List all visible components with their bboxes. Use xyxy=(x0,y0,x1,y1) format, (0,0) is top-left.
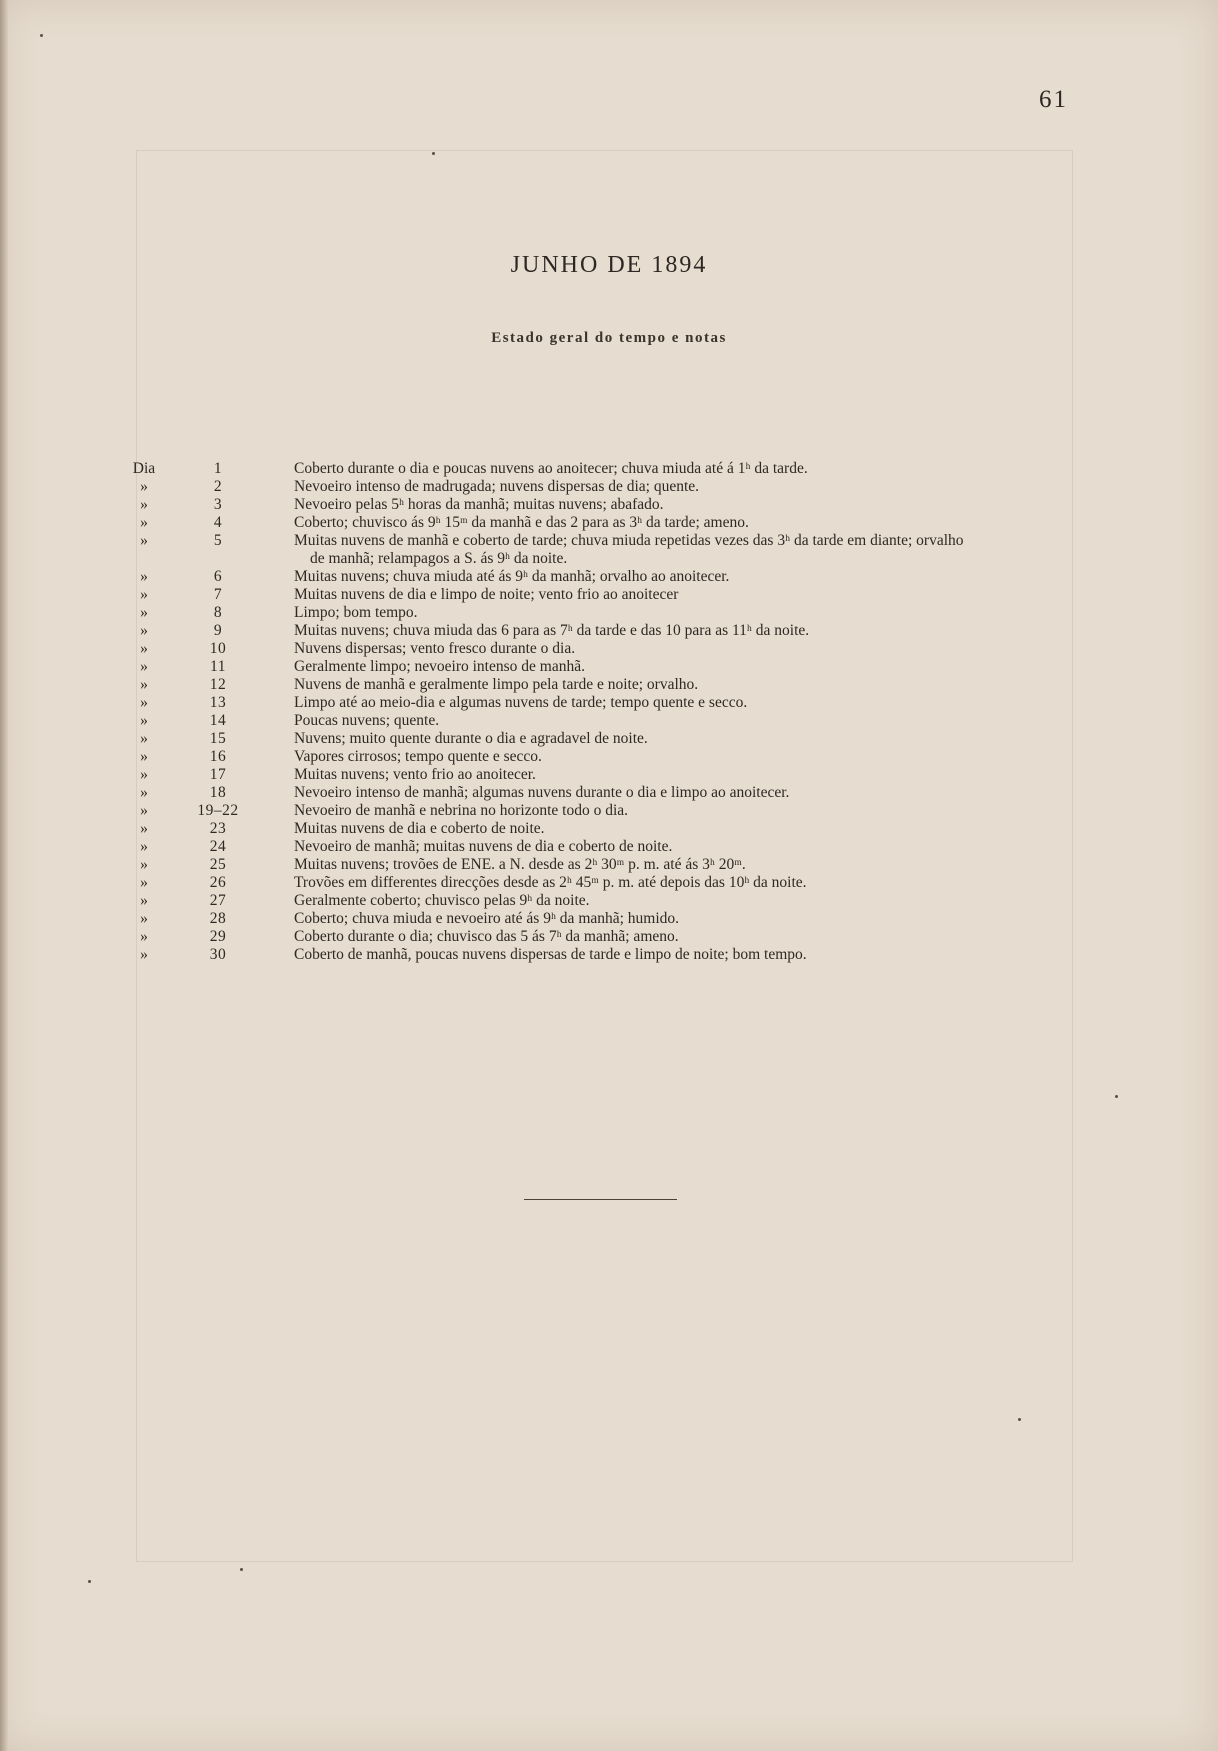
record-label: » xyxy=(140,892,148,909)
record-day: 16 xyxy=(209,748,227,765)
record-row xyxy=(120,676,1080,694)
record-note xyxy=(268,676,1080,694)
record-note xyxy=(268,928,1080,946)
record-label: » xyxy=(140,856,148,873)
record-note-text: Muitas nuvens; chuva miuda até ás 9ʰ da manhã; orvalho ao anoitecer. xyxy=(294,568,730,585)
record-row xyxy=(120,532,1080,568)
record-day: 25 xyxy=(209,856,227,873)
record-label: » xyxy=(140,640,148,657)
record-note-text: Coberto; chuvisco ás 9ʰ 15ᵐ da manhã e das 2 para as 3ʰ da tarde; ameno. xyxy=(294,514,749,531)
record-note-text: Coberto durante o dia; chuvisco das 5 ás 7ʰ da manhã; ameno. xyxy=(294,928,679,945)
record-label: » xyxy=(140,766,148,783)
paper-speck xyxy=(240,1568,243,1571)
record-note xyxy=(268,892,1080,910)
record-day: 6 xyxy=(213,568,223,585)
record-note xyxy=(268,586,1080,604)
record-note xyxy=(268,748,1080,766)
record-note xyxy=(268,568,1080,586)
record-day: 28 xyxy=(209,910,227,927)
record-label: » xyxy=(140,658,148,675)
record-note xyxy=(268,532,1080,568)
record-day: 24 xyxy=(209,838,227,855)
record-note xyxy=(268,622,1080,640)
record-note xyxy=(268,910,1080,928)
record-note-text: Nevoeiro intenso de manhã; algumas nuvens durante o dia e limpo ao anoitecer. xyxy=(294,784,790,801)
page-number: 61 xyxy=(1039,86,1068,113)
record-note xyxy=(268,640,1080,658)
record-label: » xyxy=(140,478,148,495)
record-note-text: Geralmente coberto; chuvisco pelas 9ʰ da noite. xyxy=(294,892,590,909)
record-note-text: Nevoeiro intenso de madrugada; nuvens dispersas de dia; quente. xyxy=(294,478,700,495)
record-note xyxy=(268,820,1080,838)
record-row xyxy=(120,604,1080,622)
record-note-text: Vapores cirrosos; tempo quente e secco. xyxy=(294,748,542,765)
record-day: 3 xyxy=(213,496,223,513)
record-note xyxy=(268,478,1080,496)
paper-speck xyxy=(88,1580,91,1583)
record-row xyxy=(120,640,1080,658)
record-row xyxy=(120,856,1080,874)
record-note-text: Muitas nuvens de dia e coberto de noite. xyxy=(294,820,545,837)
record-row xyxy=(120,586,1080,604)
record-day: 14 xyxy=(209,712,227,729)
record-note-text: Muitas nuvens; vento frio ao anoitecer. xyxy=(294,766,536,783)
record-note xyxy=(268,514,1080,532)
record-note-text: Nevoeiro de manhã e nebrina no horizonte todo o dia. xyxy=(294,802,628,819)
record-label: » xyxy=(140,838,148,855)
record-row xyxy=(120,784,1080,802)
record-note-text: Geralmente limpo; nevoeiro intenso de manhã. xyxy=(294,658,585,675)
record-row xyxy=(120,712,1080,730)
record-row xyxy=(120,478,1080,496)
record-row xyxy=(120,946,1080,964)
record-label: » xyxy=(140,622,148,639)
record-note-text: Coberto durante o dia e poucas nuvens ao anoitecer; chuva miuda até á 1ʰ da tarde. xyxy=(294,460,808,477)
record-note xyxy=(268,712,1080,730)
record-note-text: Nevoeiro de manhã; muitas nuvens de dia e coberto de noite. xyxy=(294,838,673,855)
record-note-text: Trovões em differentes direcções desde as 2ʰ 45ᵐ p. m. até depois das 10ʰ da noite. xyxy=(294,874,807,891)
record-label: » xyxy=(140,874,148,891)
record-note-text: Limpo; bom tempo. xyxy=(294,604,418,621)
record-day: 5 xyxy=(213,532,223,549)
record-note-text: Nuvens dispersas; vento fresco durante o dia. xyxy=(294,640,576,657)
record-note-text: Limpo até ao meio-dia e algumas nuvens de tarde; tempo quente e secco. xyxy=(294,694,748,711)
record-day: 26 xyxy=(209,874,227,891)
record-label: » xyxy=(140,928,148,945)
record-day: 8 xyxy=(213,604,223,621)
record-note xyxy=(268,496,1080,514)
record-row xyxy=(120,694,1080,712)
paper-speck xyxy=(1018,1418,1021,1421)
record-day: 11 xyxy=(210,658,226,675)
record-day: 9 xyxy=(213,622,223,639)
record-note xyxy=(268,838,1080,856)
record-note-text: Coberto; chuva miuda e nevoeiro até ás 9ʰ da manhã; humido. xyxy=(294,910,680,927)
record-day: 4 xyxy=(213,514,223,531)
record-day: 13 xyxy=(209,694,227,711)
record-label: » xyxy=(140,910,148,927)
record-label: » xyxy=(140,568,148,585)
record-note xyxy=(268,946,1080,964)
record-row xyxy=(120,514,1080,532)
record-day: 23 xyxy=(209,820,227,837)
closing-rule xyxy=(524,1199,677,1200)
record-row xyxy=(120,658,1080,676)
record-row xyxy=(120,838,1080,856)
record-note xyxy=(268,604,1080,622)
record-label: » xyxy=(140,802,148,819)
section-subtitle: Estado geral do tempo e notas xyxy=(491,330,727,346)
record-row xyxy=(120,568,1080,586)
record-label: Dia xyxy=(132,460,156,477)
record-label: » xyxy=(140,784,148,801)
record-row xyxy=(120,820,1080,838)
record-label: » xyxy=(140,496,148,513)
record-day: 27 xyxy=(209,892,227,909)
record-note xyxy=(268,730,1080,748)
record-day: 17 xyxy=(209,766,227,783)
record-label: » xyxy=(140,604,148,621)
record-row xyxy=(120,460,1080,478)
record-note-text: Muitas nuvens de manhã e coberto de tarde; chuva miuda repetidas vezes das 3ʰ da tarde em diante; orvalho xyxy=(294,532,964,549)
record-row xyxy=(120,874,1080,892)
record-row xyxy=(120,622,1080,640)
paper-speck xyxy=(1115,1095,1118,1098)
record-day: 30 xyxy=(209,946,227,963)
record-day: 15 xyxy=(209,730,227,747)
record-note-text: Poucas nuvens; quente. xyxy=(294,712,440,729)
page-title: JUNHO DE 1894 xyxy=(510,252,708,278)
record-note xyxy=(268,658,1080,676)
record-row xyxy=(120,766,1080,784)
record-day: 19–22 xyxy=(197,802,239,819)
record-label: » xyxy=(140,586,148,603)
record-day: 1 xyxy=(213,460,223,477)
record-note-text: Nuvens; muito quente durante o dia e agradavel de noite. xyxy=(294,730,648,747)
record-note xyxy=(268,874,1080,892)
record-row xyxy=(120,496,1080,514)
record-row xyxy=(120,928,1080,946)
record-label: » xyxy=(140,676,148,693)
record-note xyxy=(268,460,1080,478)
record-day: 7 xyxy=(213,586,223,603)
record-row xyxy=(120,730,1080,748)
record-label: » xyxy=(140,730,148,747)
record-note xyxy=(268,856,1080,874)
record-note-text: Nevoeiro pelas 5ʰ horas da manhã; muitas nuvens; abafado. xyxy=(294,496,664,513)
record-note xyxy=(268,766,1080,784)
record-note xyxy=(268,694,1080,712)
record-day: 10 xyxy=(209,640,227,657)
record-row xyxy=(120,748,1080,766)
record-day: 12 xyxy=(209,676,227,693)
record-label: » xyxy=(140,748,148,765)
record-note xyxy=(268,802,1080,820)
weather-records xyxy=(120,460,1080,964)
record-label: » xyxy=(140,532,148,549)
record-row xyxy=(120,802,1080,820)
record-row xyxy=(120,892,1080,910)
record-note xyxy=(268,784,1080,802)
record-note-continuation: de manhã; relampagos a S. ás 9ʰ da noite. xyxy=(310,550,568,567)
record-day: 29 xyxy=(209,928,227,945)
paper-speck xyxy=(40,34,43,37)
record-row xyxy=(120,910,1080,928)
record-day: 2 xyxy=(213,478,223,495)
record-label: » xyxy=(140,712,148,729)
record-label: » xyxy=(140,820,148,837)
record-note-text: Muitas nuvens; chuva miuda das 6 para as 7ʰ da tarde e das 10 para as 11ʰ da noite. xyxy=(294,622,810,639)
record-note-text: Nuvens de manhã e geralmente limpo pela tarde e noite; orvalho. xyxy=(294,676,699,693)
record-note-text: Muitas nuvens; trovões de ENE. a N. desde as 2ʰ 30ᵐ p. m. até ás 3ʰ 20ᵐ. xyxy=(294,856,746,873)
record-note-text: Coberto de manhã, poucas nuvens dispersas de tarde e limpo de noite; bom tempo. xyxy=(294,946,807,963)
record-label: » xyxy=(140,694,148,711)
record-label: » xyxy=(140,514,148,531)
record-label: » xyxy=(140,946,148,963)
record-day: 18 xyxy=(209,784,227,801)
record-note-text: Muitas nuvens de dia e limpo de noite; vento frio ao anoitecer xyxy=(294,586,679,603)
paper-speck xyxy=(432,152,435,155)
